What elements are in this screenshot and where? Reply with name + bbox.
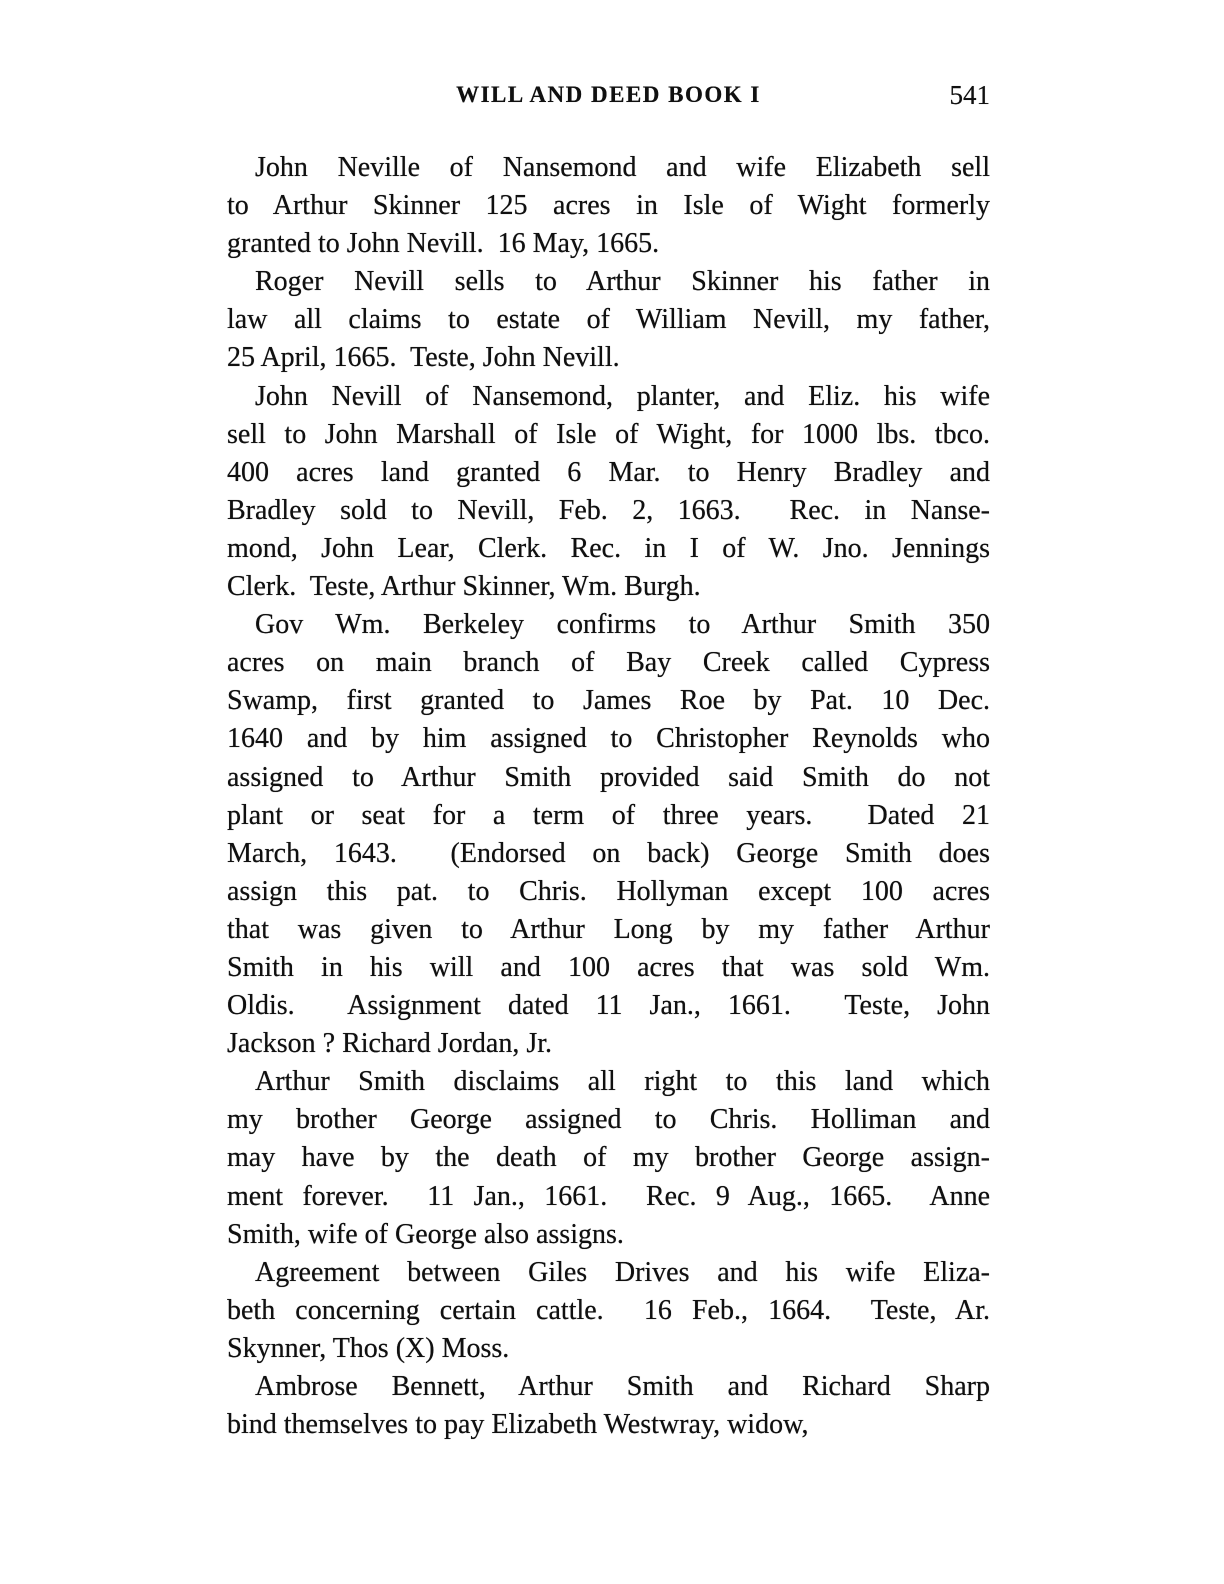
text-line-p5-l1: Arthur Smith disclaims all right to this land which: [255, 1066, 990, 1098]
text-line-p3-l2: sell to John Marshall of Isle of Wight, for 1000 lbs. tbco.: [227, 418, 990, 450]
text-line-p4-l11: Oldis. Assignment dated 11 Jan., 1661. Teste, John: [227, 990, 990, 1022]
text-line-p4-l7: March, 1643. (Endorsed on back) George Smith does: [227, 837, 990, 869]
text-line-p4-l6: plant or seat for a term of three years. Dated 21: [227, 799, 990, 831]
text-line-p4-l3: Swamp, first granted to James Roe by Pat. 10 Dec.: [227, 685, 990, 717]
text-line-p1-l3: granted to John Nevill. 16 May, 1665.: [227, 228, 660, 260]
page-header: [227, 80, 990, 112]
text-line-p1-l1: John Neville of Nansemond and wife Elizabeth sell: [255, 152, 990, 183]
text-line-p3-l5: mond, John Lear, Clerk. Rec. in I of W. Jno. Jennings: [227, 532, 990, 564]
text-line-p6-l3: Skynner, Thos (X) Moss.: [227, 1332, 510, 1364]
text-line-p5-l2: my brother George assigned to Chris. Holliman and: [227, 1104, 990, 1136]
text-line-p3-l6: Clerk. Teste, Arthur Skinner, Wm. Burgh.: [227, 571, 701, 603]
text-line-p5-l3: may have by the death of my brother George assign-: [227, 1142, 990, 1174]
text-line-p4-l1: Gov Wm. Berkeley confirms to Arthur Smith 350: [255, 609, 990, 641]
text-line-p7-l2: bind themselves to pay Elizabeth Westwray, widow,: [227, 1409, 809, 1441]
text-line-p4-l10: Smith in his will and 100 acres that was sold Wm.: [227, 951, 990, 983]
running-title: WILL AND DEED BOOK I: [456, 82, 761, 107]
text-line-p4-l4: 1640 and by him assigned to Christopher Reynolds who: [227, 723, 990, 755]
text-line-p6-l2: beth concerning certain cattle. 16 Feb., 1664. Teste, Ar.: [227, 1294, 990, 1326]
text-line-p3-l3: 400 acres land granted 6 Mar. to Henry Bradley and: [227, 456, 990, 488]
text-line-p4-l5: assigned to Arthur Smith provided said Smith do not: [227, 761, 990, 793]
text-line-p4-l8: assign this pat. to Chris. Hollyman except 100 acres: [227, 875, 990, 907]
text-line-p5-l4: ment forever. 11 Jan., 1661. Rec. 9 Aug., 1665. Anne: [227, 1180, 990, 1212]
text-line-p4-l9: that was given to Arthur Long by my father Arthur: [227, 913, 990, 945]
text-line-p2-l1: Roger Nevill sells to Arthur Skinner his father in: [255, 266, 990, 298]
text-line-p6-l1: Agreement between Giles Drives and his wife Eliza-: [255, 1256, 990, 1288]
page-number: 541: [949, 80, 990, 110]
text-block: [227, 149, 990, 1444]
text-line-p2-l2: law all claims to estate of William Nevill, my father,: [227, 304, 990, 336]
text-line-p4-l12: Jackson ? Richard Jordan, Jr.: [227, 1028, 553, 1060]
text-line-p5-l5: Smith, wife of George also assigns.: [227, 1218, 624, 1250]
text-line-p7-l1: Ambrose Bennett, Arthur Smith and Richard Sharp: [255, 1371, 990, 1402]
text-line-p2-l3: 25 April, 1665. Teste, John Nevill.: [227, 342, 620, 374]
text-line-p3-l4: Bradley sold to Nevill, Feb. 2, 1663. Rec. in Nanse-: [227, 494, 990, 526]
text-line-p3-l1: John Nevill of Nansemond, planter, and Eliz. his wife: [255, 380, 990, 412]
text-line-p1-l2: to Arthur Skinner 125 acres in Isle of Wight formerly: [227, 190, 990, 222]
text-line-p4-l2: acres on main branch of Bay Creek called Cypress: [227, 647, 990, 679]
